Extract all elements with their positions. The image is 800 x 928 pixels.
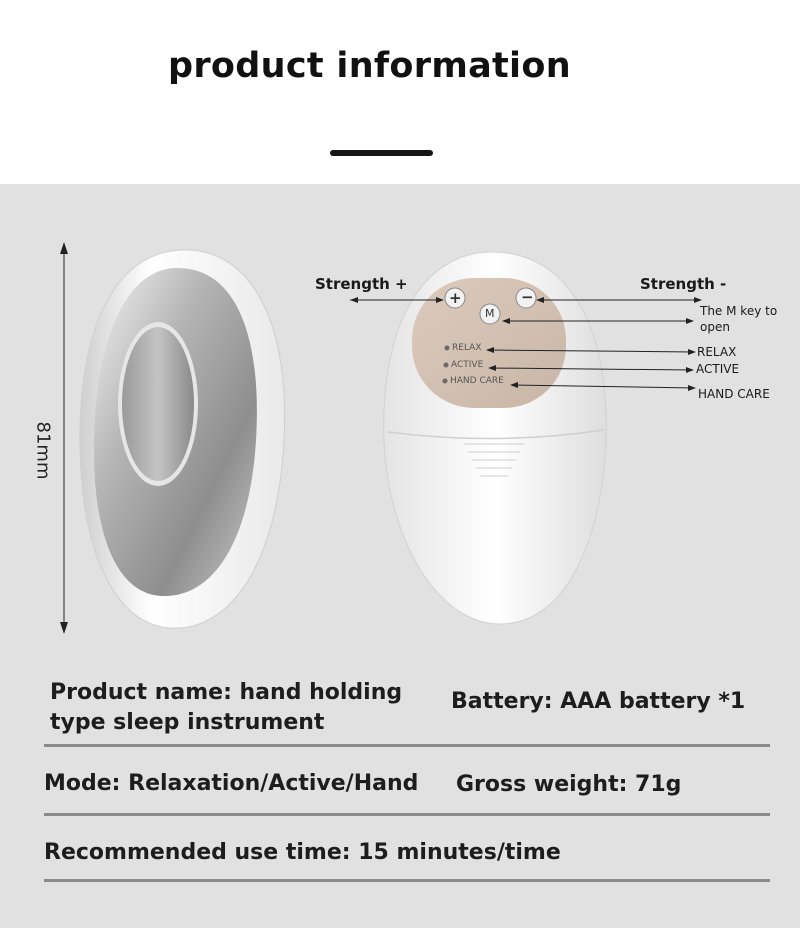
device-front-view <box>80 250 285 628</box>
spec-product-name-line2: type sleep instrument <box>50 710 325 735</box>
m-button-symbol: M <box>485 307 495 320</box>
device-back-view <box>384 252 607 624</box>
strength-plus-label: Strength + <box>315 275 408 293</box>
dimension-arrow <box>60 242 68 634</box>
panel-relax-label: RELAX <box>452 343 482 353</box>
active-label: ACTIVE <box>696 362 740 376</box>
strength-minus-label: Strength - <box>640 275 727 293</box>
plus-button-symbol: + <box>449 289 462 307</box>
spec-gross-weight: Gross weight: 71g <box>456 772 682 797</box>
height-dimension-label: 81mm <box>32 421 54 480</box>
m-key-label-line2: open <box>700 320 730 334</box>
page-title: product information <box>168 46 571 86</box>
hand-care-label: HAND CARE <box>698 387 770 401</box>
m-key-label-line1: The M key to <box>700 304 778 318</box>
minus-button-symbol: − <box>521 288 534 306</box>
relax-label: RELAX <box>697 345 737 359</box>
divider <box>44 879 770 882</box>
spec-battery: Battery: AAA battery *1 <box>451 689 746 714</box>
divider <box>44 744 770 747</box>
divider <box>44 813 770 816</box>
spec-mode: Mode: Relaxation/Active/Hand <box>44 771 419 796</box>
panel-active-label: ACTIVE <box>451 360 484 370</box>
panel-hand-care-label: HAND CARE <box>450 376 504 386</box>
spec-product-name-line1: Product name: hand holding <box>50 680 403 705</box>
spec-use-time: Recommended use time: 15 minutes/time <box>44 840 561 865</box>
